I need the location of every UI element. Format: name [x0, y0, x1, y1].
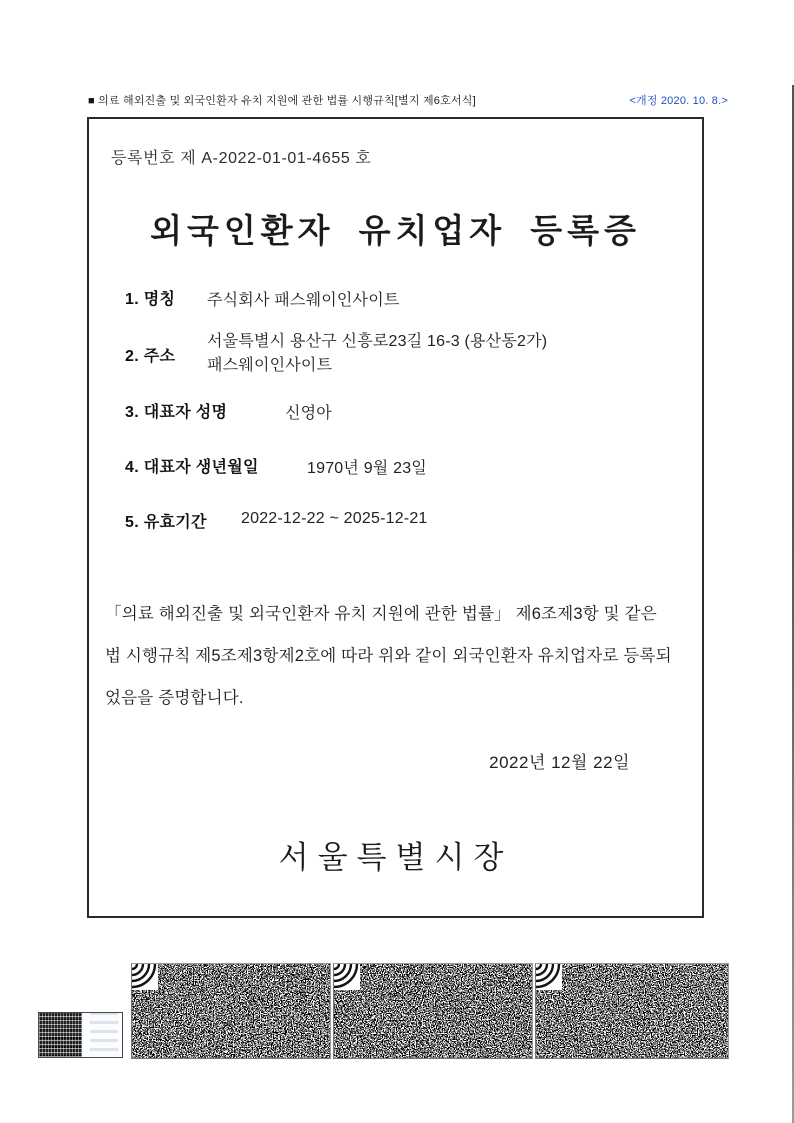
field-label-name: 1. 명칭 [125, 291, 176, 308]
concentric-arcs-icon [536, 964, 562, 990]
barcode-faint-pattern [82, 1013, 122, 1057]
statement-line-3: 었음을 증명합니다. [105, 689, 244, 707]
revision-note: <개정 2020. 10. 8.> [629, 95, 728, 107]
registration-number: 등록번호 제 A-2022-01-01-4655 호 [111, 150, 372, 167]
certificate-title: 외국인환자 유치업자 등록증 [150, 212, 641, 249]
field-value-validity: 2022-12-22 ~ 2025-12-21 [241, 510, 428, 527]
field-label-birthdate: 4. 대표자 생년월일 [125, 459, 259, 476]
statement-line-2: 법 시행규칙 제5조제3항제2호에 따라 위와 같이 외국인환자 유치업자로 등록되 [105, 647, 672, 665]
field-value-name: 주식회사 패스웨이인사이트 [207, 292, 400, 309]
security-noise-block-3 [535, 963, 729, 1059]
field-value-birthdate: 1970년 9월 23일 [307, 460, 427, 477]
issuer-title: 서울특별시장 [278, 840, 513, 875]
field-value-representative: 신영아 [285, 405, 332, 422]
field-label-validity: 5. 유효기간 [125, 514, 207, 531]
field-value-address [207, 330, 547, 378]
noise-pattern [536, 964, 728, 1058]
address-line-2: 패스웨이인사이트 [207, 357, 333, 374]
security-noise-block-1 [131, 963, 331, 1059]
security-noise-block-2 [333, 963, 533, 1059]
certificate-box [87, 117, 704, 918]
address-line-1: 서울특별시 용산구 신흥로23길 16-3 (용산동2가) [207, 333, 548, 350]
scan-artifact-line [792, 85, 794, 1123]
field-label-representative: 3. 대표자 성명 [125, 404, 228, 421]
noise-pattern [132, 964, 330, 1058]
certification-statement [105, 593, 691, 719]
concentric-arcs-icon [132, 964, 158, 990]
statement-line-1: 「의료 해외진출 및 외국인환자 유치 지원에 관한 법률」 제6조제3항 및 같은 [105, 605, 657, 623]
form-header [88, 92, 728, 108]
form-reference-text: ■ 의료 해외진출 및 외국인환자 유치 지원에 관한 법률 시행규칙[별지 제6호서식] [88, 95, 476, 107]
noise-pattern [334, 964, 532, 1058]
issue-date: 2022년 12월 22일 [489, 753, 630, 772]
barcode-grid-pattern [39, 1013, 82, 1057]
field-label-address: 2. 주소 [125, 348, 176, 365]
concentric-arcs-icon [334, 964, 360, 990]
mini-barcode-block [38, 1012, 123, 1058]
